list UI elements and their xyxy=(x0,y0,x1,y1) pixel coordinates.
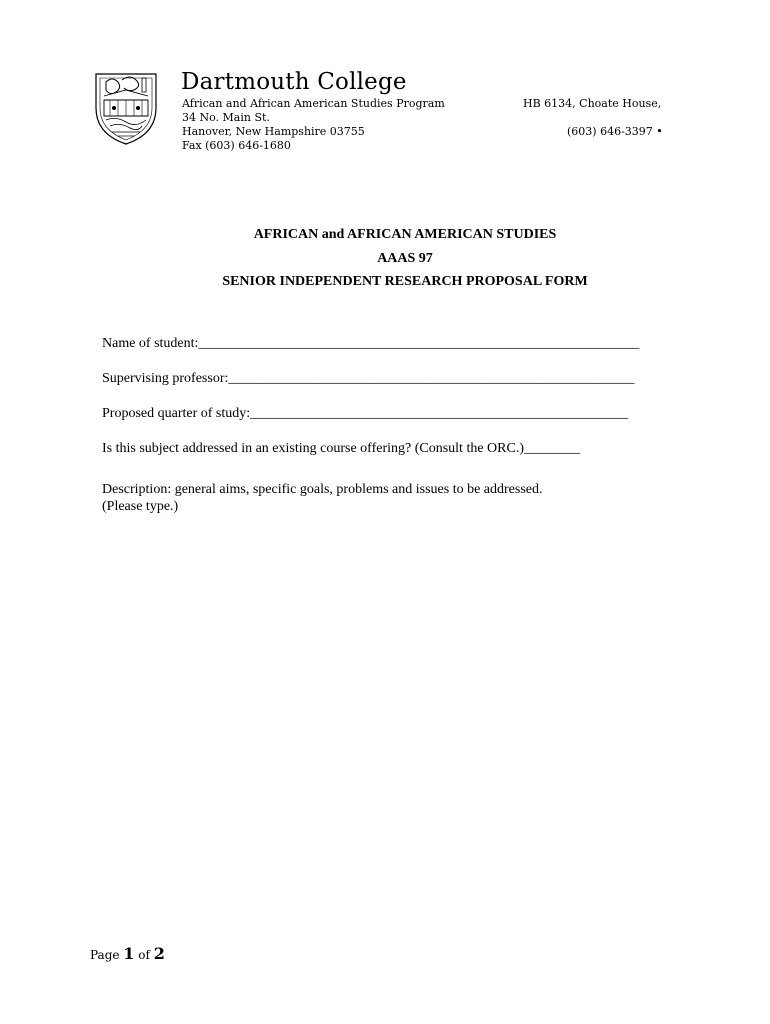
office-address: HB 6134, Choate House, xyxy=(523,97,662,110)
program-name: African and African American Studies Program xyxy=(182,97,445,110)
address-block xyxy=(182,97,445,153)
department-title: AFRICAN and AFRICAN AMERICAN STUDIES xyxy=(253,227,557,242)
description-label: Description: general aims, specific goals, problems and issues to be addressed. xyxy=(102,482,543,497)
total-pages: 2 xyxy=(153,944,165,963)
form-title-block xyxy=(0,223,770,294)
street-address: 34 No. Main St. xyxy=(182,111,270,124)
city-address: Hanover, New Hampshire 03755 xyxy=(182,125,365,138)
description-note: (Please type.) xyxy=(102,499,179,514)
of-word: of xyxy=(134,948,154,962)
course-number: AAAS 97 xyxy=(377,250,433,266)
page-word: Page xyxy=(90,948,124,962)
description-section xyxy=(102,481,543,515)
form-title: SENIOR INDEPENDENT RESEARCH PROPOSAL FORM xyxy=(222,274,588,289)
page-number xyxy=(90,944,165,965)
college-seal-icon xyxy=(92,70,160,146)
student-name-field[interactable]: Name of student:_______________________________________________________________ xyxy=(102,336,640,351)
supervising-professor-field[interactable]: Supervising professor:__________________________________________________________ xyxy=(102,371,635,386)
existing-course-field[interactable]: Is this subject addressed in an existing course offering? (Consult the ORC.)________ xyxy=(102,441,580,456)
fax-number: Fax (603) 646-1680 xyxy=(182,139,291,152)
current-page: 1 xyxy=(123,944,135,963)
college-name: Dartmouth College xyxy=(181,69,407,95)
phone-number: (603) 646-3397 • xyxy=(567,125,663,138)
proposed-quarter-field[interactable]: Proposed quarter of study:______________________________________________________ xyxy=(102,406,629,421)
